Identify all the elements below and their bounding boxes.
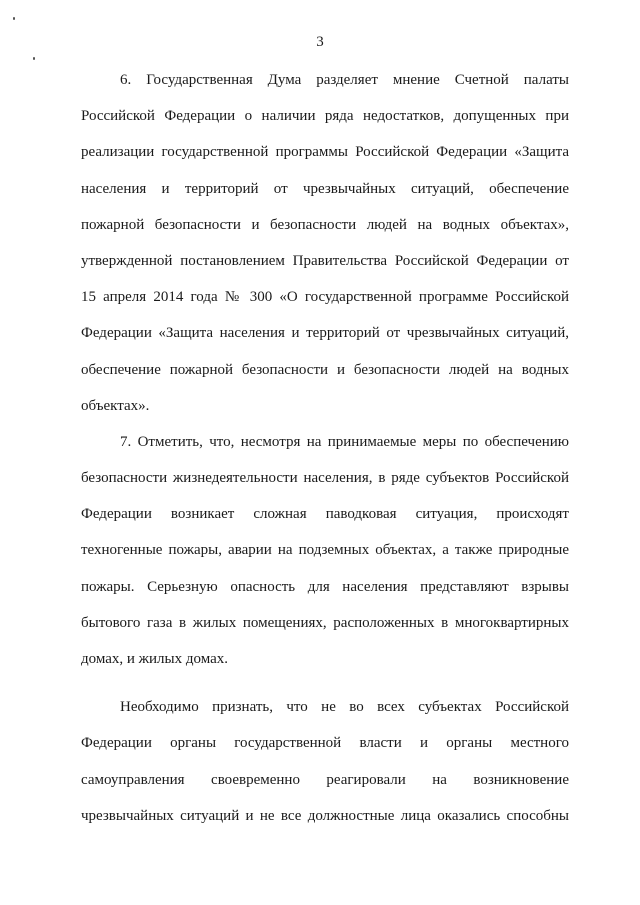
text-line: объектах». xyxy=(81,397,150,414)
text-line: чрезвычайных ситуаций и не все должностные лица оказались способны xyxy=(81,807,569,824)
text-line: Федерации органы государственной власти и органы местного xyxy=(81,735,569,752)
text-line: Необходимо признать, что не во всех субъектах Российской xyxy=(120,699,569,716)
paragraph-7 xyxy=(81,424,569,677)
text-line: 7. Отметить, что, несмотря на принимаемые меры по обеспечению xyxy=(120,433,569,450)
scan-mark-2 xyxy=(33,57,35,60)
text-line: самоуправления своевременно реагировали на возникновение xyxy=(81,771,569,788)
text-line: пожары. Серьезную опасность для населения представляют взрывы xyxy=(81,578,569,595)
text-line: 15 апреля 2014 года № 300 «О государственной программе Российской xyxy=(81,289,569,306)
document-body xyxy=(81,62,569,834)
text-line: безопасности жизнедеятельности населения, в ряде субъектов Российской xyxy=(81,470,569,487)
page-number: 3 xyxy=(316,34,324,50)
text-line: техногенные пожары, аварии на подземных объектах, а также природные xyxy=(81,542,569,559)
text-line: домах, и жилых домах. xyxy=(81,651,229,667)
text-line: 6. Государственная Дума разделяет мнение Счетной палаты xyxy=(120,72,569,88)
text-line: обеспечение пожарной безопасности и безопасности людей на водных xyxy=(81,361,569,378)
text-line: пожарной безопасности и безопасности людей на водных объектах», xyxy=(81,216,569,233)
text-line: населения и территорий от чрезвычайных ситуаций, обеспечение xyxy=(81,180,569,197)
text-line: бытового газа в жилых помещениях, расположенных в многоквартирных xyxy=(81,614,569,631)
text-line: утвержденной постановлением Правительства Российской Федерации от xyxy=(81,252,569,269)
scan-mark-1 xyxy=(13,17,15,20)
text-line: Федерации «Защита населения и территорий от чрезвычайных ситуаций, xyxy=(81,325,569,342)
text-line: реализации государственной программы Российской Федерации «Защита xyxy=(81,144,569,161)
paragraph-6 xyxy=(81,62,569,424)
text-line: Российской Федерации о наличии ряда недостатков, допущенных при xyxy=(81,108,569,125)
paragraph-conclusion xyxy=(81,689,569,834)
text-line: Федерации возникает сложная паводковая ситуация, происходят xyxy=(81,506,569,523)
